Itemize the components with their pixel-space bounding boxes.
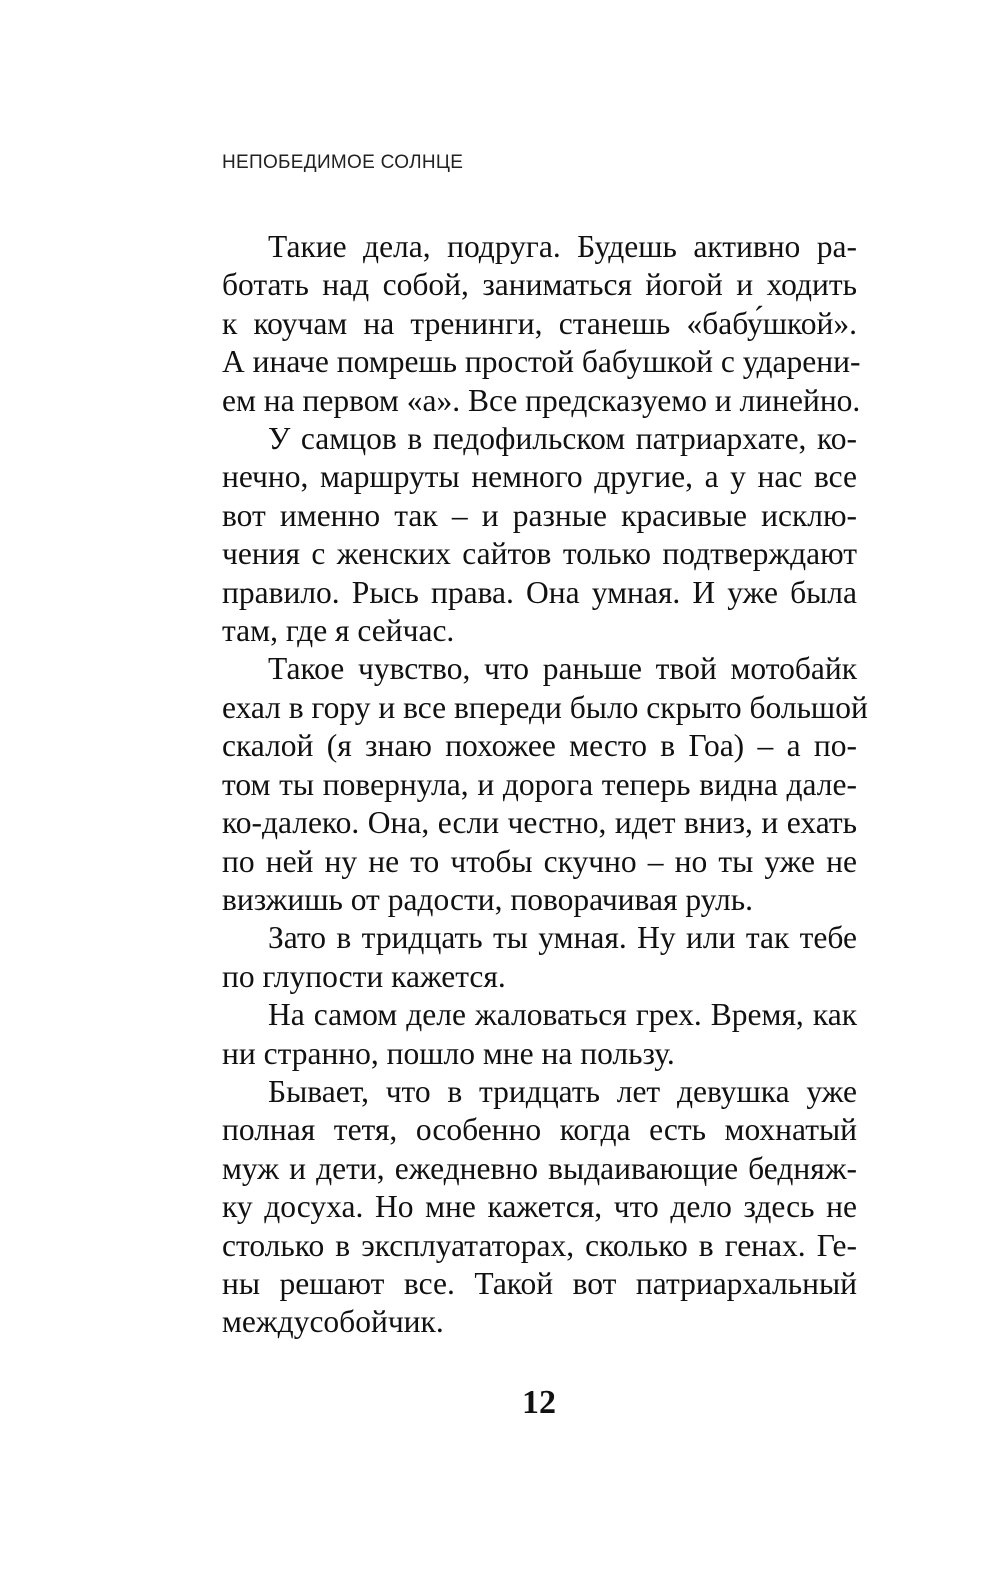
text-line: ни странно, пошло мне на пользу.	[222, 1035, 675, 1071]
body-text	[222, 228, 868, 1342]
text-line: ем на первом «а». Все предсказуемо и линейно.	[222, 382, 861, 418]
text-line: Зато в тридцать ты умная. Ну или так тебе	[268, 920, 857, 956]
text-line: междусобойчик.	[222, 1304, 444, 1340]
text-line: Такое чувство, что раньше твой мотобайк	[268, 651, 857, 687]
text-line: полная тетя, особенно когда есть мохнатый	[222, 1112, 857, 1148]
text-line: ку досуха. Но мне кажется, что дело здесь не	[222, 1189, 857, 1225]
text-line: ны решают все. Такой вот патриархальный	[222, 1265, 857, 1301]
text-line: столько в эксплуататорах, сколько в генах. Ге-	[222, 1227, 857, 1263]
text-line: правило. Рысь права. Она умная. И уже была	[222, 574, 857, 610]
text-line: На самом деле жаловаться грех. Время, как	[268, 997, 857, 1033]
text-line: том ты повернула, и дорога теперь видна дале-	[222, 766, 857, 802]
text-line: ко-далеко. Она, если честно, идет вниз, и ехать	[222, 805, 857, 841]
paragraph	[222, 228, 861, 420]
text-line: чения с женских сайтов только подтверждают	[222, 536, 857, 572]
text-line: ботать над собой, заниматься йогой и ходить	[222, 267, 857, 303]
page-number: 12	[522, 1384, 556, 1421]
text-line: Такие дела, подруга. Будешь активно ра-	[268, 229, 857, 264]
text-line: скалой (я знаю похожее место в Гоа) – а по-	[222, 728, 857, 764]
text-line: по ней ну не то чтобы скучно – но ты уже не	[222, 843, 857, 879]
paragraph	[222, 1073, 857, 1342]
text-line: ехал в гору и все впереди было скрыто большой	[222, 689, 868, 725]
text-line: визжишь от радости, поворачивая руль.	[222, 881, 753, 917]
text-line: вот именно так – и разные красивые исклю-	[222, 497, 857, 533]
text-line: Бывает, что в тридцать лет девушка уже	[268, 1073, 857, 1109]
paragraph	[222, 996, 857, 1073]
running-head: НЕПОБЕДИМОЕ СОЛНЦЕ	[222, 152, 464, 173]
paragraph	[222, 919, 857, 996]
text-line: А иначе помрешь простой бабушкой с ударени-	[222, 344, 861, 380]
text-line: к коучам на тренинги, станешь «бабу́шкой».	[222, 305, 857, 341]
text-line: там, где я сейчас.	[222, 613, 455, 649]
text-line: У самцов в педофильском патриархате, ко-	[268, 421, 857, 457]
text-line: по глупости кажется.	[222, 958, 506, 994]
text-line: нечно, маршруты немного другие, а у нас все	[222, 459, 857, 495]
paragraph	[222, 420, 857, 650]
paragraph	[222, 650, 868, 919]
text-line: муж и дети, ежедневно выдаивающие бедняж-	[222, 1150, 857, 1186]
